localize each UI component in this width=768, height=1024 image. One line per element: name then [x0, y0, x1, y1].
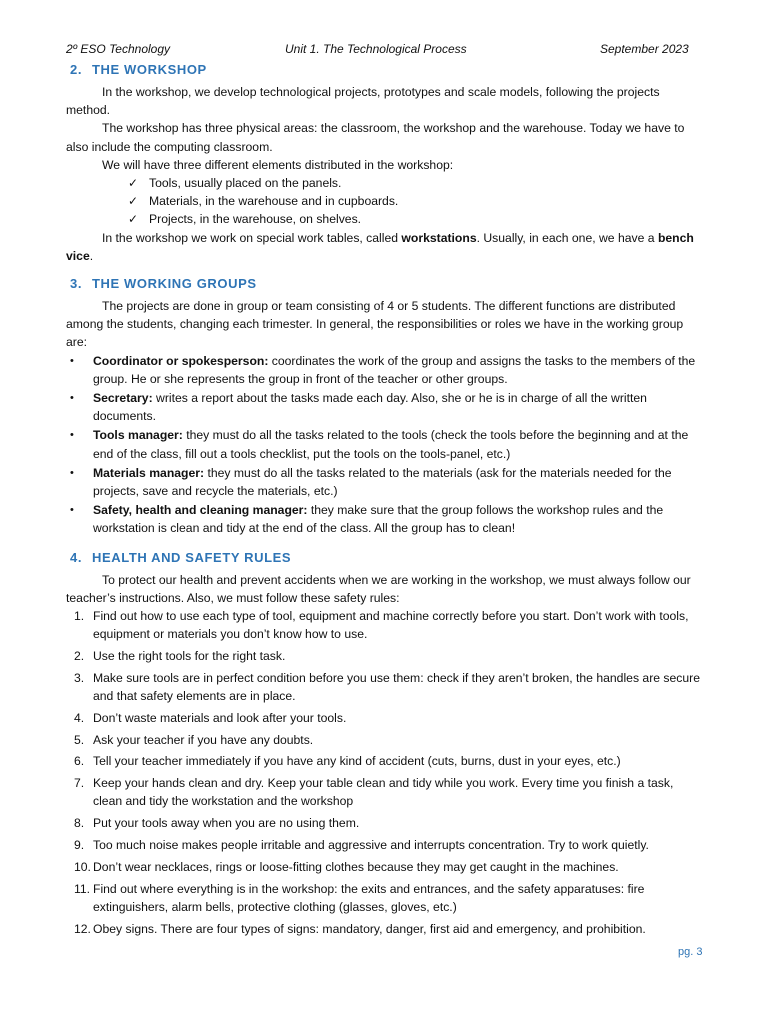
bullet-icon: •: [70, 392, 74, 405]
bullet-icon: •: [70, 354, 74, 367]
role-term: Safety, health and cleaning manager:: [93, 503, 308, 518]
list-item: [66, 464, 700, 500]
rule-text: Find out where everything is in the workshop: the exits and entrances, and the safety apparatuses: fire extinguishers, alarm bells, protective clothing (glasses, gloves, etc.): [93, 881, 645, 914]
rule-number: 11.: [74, 881, 91, 896]
rule-text: Put your tools away when you are no using them.: [93, 816, 360, 831]
bullet-icon: •: [70, 466, 74, 479]
rule-number: 10.: [74, 859, 91, 874]
section-heading-workshop: [70, 60, 700, 80]
list-item: [66, 352, 700, 388]
term-workstations: workstations: [401, 230, 477, 245]
list-item: [66, 880, 700, 916]
checkmark-icon: ✓: [128, 194, 139, 209]
list-item-text: Tools, usually placed on the panels.: [149, 176, 342, 191]
list-item: [66, 858, 700, 876]
header-course: 2º ESO Technology: [66, 42, 171, 56]
paragraph: The workshop has three physical areas: the classroom, the workshop and the warehouse. Today we have to also include the computing classroom.: [66, 121, 685, 154]
safety-rules-list: [66, 607, 700, 938]
paragraph: To protect our health and prevent accidents when we are working in the workshop, we must always follow our teacher’s instructions. Also, we must follow these safety rules:: [66, 572, 691, 605]
role-term: Tools manager:: [93, 428, 183, 443]
list-item: [66, 920, 700, 938]
section-number: 2.: [70, 62, 83, 77]
list-item: [66, 774, 700, 810]
list-item: [66, 210, 700, 228]
role-description: they must do all the tasks related to the materials (ask for the materials needed for the projects, save and recycle the materials, etc.): [93, 465, 672, 499]
rule-text: Ask your teacher if you have any doubts.: [93, 732, 314, 747]
rule-number: 8.: [74, 816, 85, 831]
role-description: coordinates the work of the group and assigns the tasks to the members of the group. He or she represents the group in front of the teacher or other groups.: [93, 353, 696, 386]
role-description: they make sure that the group follows the workshop rules and the workstation is clean and tidy at the end of the class. All the group has to clean!: [93, 503, 664, 536]
role-description: they must do all the tasks related to the tools (check the tools before the beginning and at the end of the class, fill out a tools checklist, put the tools on the tools-panel, etc.): [93, 428, 689, 461]
term-bench-vice: bench vice: [66, 230, 694, 263]
rule-text: Too much noise makes people irritable and aggressive and interrupts concentration. Try to work quietly.: [93, 838, 649, 853]
rule-text: Use the right tools for the right task.: [93, 649, 286, 664]
rule-number: 5.: [74, 732, 85, 747]
list-item: [66, 647, 700, 665]
rule-number: 3.: [74, 670, 85, 685]
section-heading-safety-rules: [70, 548, 700, 568]
list-item: [66, 174, 700, 192]
header-unit: Unit 1. The Technological Process: [285, 42, 467, 56]
rule-number: 7.: [74, 776, 85, 791]
text-run: In the workshop we work on special work tables, called: [102, 230, 402, 245]
rule-number: 2.: [74, 649, 85, 664]
list-item: [66, 731, 700, 749]
list-item: [66, 607, 700, 643]
section-number: 4.: [70, 549, 83, 565]
bullet-icon: •: [70, 504, 74, 517]
checkmark-icon: ✓: [128, 212, 139, 227]
rule-number: 6.: [74, 754, 85, 769]
paragraph: The projects are done in group or team consisting of 4 or 5 students. The different functions are distributed among the students, changing each trimester. In general, the responsibilities or roles we have in the working group are:: [66, 299, 684, 350]
rule-text: Don’t waste materials and look after your tools.: [93, 710, 347, 725]
list-item: [66, 389, 700, 425]
paragraph: [66, 229, 700, 265]
list-item: [66, 192, 700, 210]
rule-text: Tell your teacher immediately if you have any kind of accident (cuts, burns, dust in your eyes, etc.): [93, 754, 621, 769]
rule-text: Obey signs. There are four types of signs: mandatory, danger, first aid and emergency, and prohibition.: [93, 921, 646, 936]
list-item: [66, 814, 700, 832]
list-item: [66, 836, 700, 854]
list-item: [66, 709, 700, 727]
rule-number: 1.: [74, 609, 85, 624]
bullet-icon: •: [70, 429, 74, 442]
role-description: writes a report about the tasks made each day. Also, she or he is in charge of all the written documents.: [93, 391, 647, 424]
list-item-text: Projects, in the warehouse, on shelves.: [149, 212, 362, 227]
list-item: [66, 501, 700, 537]
section-title: THE WORKSHOP: [92, 62, 207, 77]
text-run: . Usually, in each one, we have a: [476, 230, 658, 245]
rule-text: Keep your hands clean and dry. Keep your table clean and tidy while you work. Every time you finish a task, clean and tidy the workstation and the workshop: [93, 776, 674, 809]
list-item: [66, 426, 700, 462]
page-number: pg. 3: [678, 946, 703, 958]
rule-number: 9.: [74, 838, 85, 853]
paragraph: We will have three different elements distributed in the workshop:: [102, 157, 454, 172]
list-item: [66, 752, 700, 770]
rule-text: Make sure tools are in perfect condition before you use them: check if they aren’t broken, the handles are secure and that safety elements are in place.: [93, 670, 701, 704]
list-item: [66, 669, 700, 705]
rule-number: 12.: [74, 921, 91, 936]
rule-text: Find out how to use each type of tool, equipment and machine correctly before you start. Don’t work with tools, equipment or materials you don’t know how to use.: [93, 609, 689, 642]
header-date: September 2023: [600, 42, 689, 56]
elements-checklist: [66, 174, 700, 229]
rule-number: 4.: [74, 710, 85, 725]
section-heading-working-groups: [70, 274, 700, 294]
text-run: .: [89, 248, 94, 263]
roles-list: [66, 352, 700, 538]
role-term: Coordinator or spokesperson:: [93, 353, 269, 368]
list-item-text: Materials, in the warehouse and in cupboards.: [149, 194, 399, 209]
role-term: Secretary:: [93, 391, 153, 406]
section-title: HEALTH AND SAFETY RULES: [92, 549, 292, 565]
role-term: Materials manager:: [93, 465, 205, 480]
paragraph: In the workshop, we develop technological projects, prototypes and scale models, following the projects method.: [66, 85, 660, 118]
checkmark-icon: ✓: [128, 176, 139, 191]
document-body: [66, 60, 700, 941]
section-title: THE WORKING GROUPS: [92, 276, 257, 292]
rule-text: Don’t wear necklaces, rings or loose-fitting clothes because they may get caught in the machines.: [93, 859, 619, 874]
section-number: 3.: [70, 276, 83, 292]
